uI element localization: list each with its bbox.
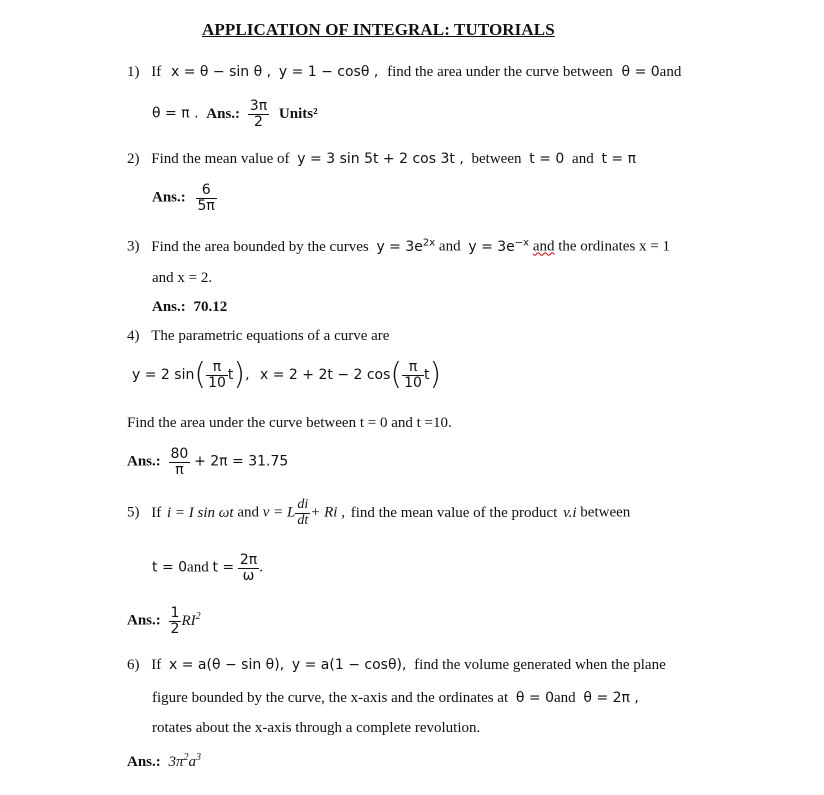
question-3-line-1 (127, 237, 709, 256)
text: If (151, 657, 162, 673)
question-6-line-2 (152, 690, 639, 707)
answer-fraction: $\frac{1}{2}$ (170, 605, 180, 637)
question-5-line-1 (127, 498, 709, 528)
math-expression: t (227, 367, 234, 384)
text: find the mean value of the product (350, 504, 558, 521)
question-3-answer (152, 299, 227, 316)
spellcheck-word: and (532, 238, 555, 255)
question-number: 6) (127, 657, 140, 673)
math-expression: v.i (563, 504, 577, 521)
text: and (659, 64, 682, 80)
math-expression: θ = 2π , (583, 690, 639, 706)
math-expression: y = 2 sin (132, 367, 195, 384)
question-2-line-1 (127, 151, 636, 168)
text: . (259, 559, 263, 576)
answer-label: Ans.: (152, 189, 186, 206)
math-expression: i = I sin ωt (167, 504, 234, 521)
question-6-answer (127, 752, 201, 771)
text: and (237, 504, 259, 521)
answer-fraction: $\frac{3\pi}{2}$ (249, 98, 268, 130)
math-expression: v = L (262, 504, 296, 521)
question-number: 2) (127, 151, 140, 167)
math-expression: θ = 0 (515, 690, 554, 706)
question-number: 4) (127, 328, 140, 344)
math-expression: x = a(θ − sin θ), (169, 657, 285, 673)
math-expression: t = π (601, 151, 637, 167)
fraction: $\frac{2\pi}{\omega}$ (239, 552, 258, 584)
math-expression: $y = 3e^{2x}$ (376, 237, 436, 255)
math-expression: θ = 0 (621, 64, 660, 80)
question-4-line-1 (127, 328, 389, 345)
question-6-line-1 (127, 657, 709, 674)
question-5-answer (127, 606, 201, 636)
math-expression: t (423, 367, 430, 384)
question-2-answer (152, 183, 217, 213)
question-4-line-3: Find the area under the curve between t = 0 and t =10. (127, 415, 452, 431)
text: and (438, 238, 461, 255)
question-number: 3) (127, 238, 140, 255)
math-expression: y = a(1 − cosθ), (291, 657, 407, 673)
text: figure bounded by the curve, the x-axis and the ordinates at (152, 690, 509, 706)
math-expression: , (245, 367, 250, 384)
question-number: 5) (127, 504, 140, 521)
answer-label: Ans.: (127, 754, 161, 770)
answer-label: Ans.: (152, 299, 186, 315)
answer-fraction: $\frac{6}{5\pi}$ (197, 182, 215, 214)
text: and (572, 151, 594, 167)
text: and (187, 559, 209, 576)
math-expression: y = 1 − cosθ , (278, 64, 379, 80)
text: the ordinates x = 1 (558, 238, 671, 255)
math-expression: θ = π . (152, 105, 199, 122)
question-number: 1) (127, 64, 140, 80)
answer-label: Ans.: (206, 105, 241, 122)
answer-value: + 2π = 31.75 (194, 453, 289, 470)
question-1-line-2 (152, 99, 318, 129)
math-expression: + Ri , (310, 504, 345, 521)
text: and (554, 690, 576, 706)
text: Find the area bounded by the curves (151, 238, 369, 255)
answer-value: $3\pi^2a^3$ (168, 752, 202, 770)
page-title: APPLICATION OF INTEGRAL: TUTORIALS (202, 20, 555, 39)
math-expression: y = 3 sin 5t + 2 cos 3t , (297, 151, 464, 167)
question-4-answer (127, 447, 288, 477)
text: between (471, 151, 522, 167)
math-expression: t = 0 (152, 559, 188, 576)
math-expression: t = 0 (529, 151, 565, 167)
math-expression: t = (212, 559, 235, 576)
math-expression: $y = 3e^{-x}$ (468, 237, 530, 255)
fraction: $\frac{di}{dt}$ (297, 497, 309, 528)
answer-value: 70.12 (193, 299, 228, 315)
text: between (580, 504, 631, 521)
answer-label: Ans.: (127, 612, 161, 629)
fraction: $\frac{\pi}{10}$ (208, 359, 226, 391)
answer-label: Ans.: (127, 453, 161, 470)
text: The parametric equations of a curve are (151, 328, 390, 344)
text: If (151, 504, 162, 521)
math-expression: x = θ − sin θ , (171, 64, 272, 80)
answer-value: $RI^2$ (181, 610, 201, 629)
fraction: $\frac{\pi}{10}$ (404, 359, 422, 391)
question-4-equations: y = 2 sin( $\frac{\pi}{10}$ t), x = 2 + 2t − 2 cos( $\frac{\pi}{10}$ t) (132, 357, 442, 393)
text: If (151, 64, 162, 80)
question-5-line-2 (152, 553, 263, 583)
text: Find the mean value of (151, 151, 290, 167)
question-1-line-1 (127, 64, 709, 81)
answer-fraction: $\frac{80}{\pi}$ (170, 446, 189, 478)
math-expression: x = 2 + 2t − 2 cos (260, 367, 391, 384)
question-6-line-3: rotates about the x-axis through a complete revolution. (152, 720, 481, 736)
answer-unit: Units² (278, 105, 318, 122)
question-3-line-2: and x = 2. (152, 270, 213, 286)
text: find the area under the curve between (387, 64, 613, 80)
text: find the volume generated when the plane (414, 657, 666, 673)
